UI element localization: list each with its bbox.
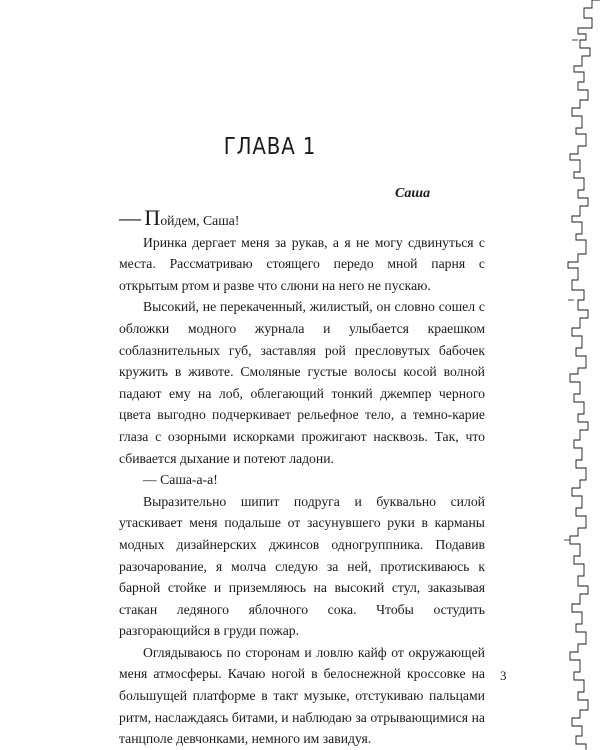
chapter-title: ГЛАВА 1 <box>223 134 317 160</box>
opening-line <box>119 207 485 232</box>
paragraph: Выразительно шипит подруга и буквально силой утаскивает меня подальше от засунувшего руки в карманы модных дизайнерских джинсов одногруппника. Подавив разочарование, я молча следую за ней, протискиваюсь к барной стойке и приземляюсь на высокий стул, заказывая стакан ледяного яблочного сока. Чтобы остудить разгорающийся в груди пожар. <box>119 493 485 639</box>
opening-dash: — <box>119 205 141 230</box>
paragraph: Иринка дергает меня за рукав, а я не могу сдвинуться с места. Рассматриваю стоящего передо мной парня с открытым ртом и разве что слюни на него не пускаю. <box>119 234 485 293</box>
opening-line-text: ойдем, Саша! <box>160 213 240 228</box>
city-skyline-icon <box>522 0 600 750</box>
page-number: 3 <box>500 668 507 683</box>
paragraph: Высокий, не перекаченный, жилистый, он словно сошел с обложки модного журнала и улыбается краешком соблазнительных губ, заставляя рой пресловутых бабочек кружить в животе. Смоляные густые волосы косой волной падают ему на лоб, облегающий тонкий джемпер черного цвета выгодно подчеркивает рельефное тело, а темно-карие глаза с озорными искорками прожигают насквозь. Так, что сбивается дыхание и потеют ладони. <box>119 299 485 466</box>
chapter-text <box>119 207 485 750</box>
drop-cap-letter: П <box>144 205 161 230</box>
paragraph: — Саша-а-а! <box>143 472 218 488</box>
pov-character-name: Саша <box>395 186 431 201</box>
paragraph: Оглядываюсь по сторонам и ловлю кайф от окружающей меня атмосферы. Качаю ногой в белоснежной кроссовке на большущей платформе в такт музыке, отстукиваю пальцами ритм, наслаждаясь битами, и наблюдаю за отрывающимися на танцполе девчонками, немного им завидуя. <box>119 644 485 747</box>
